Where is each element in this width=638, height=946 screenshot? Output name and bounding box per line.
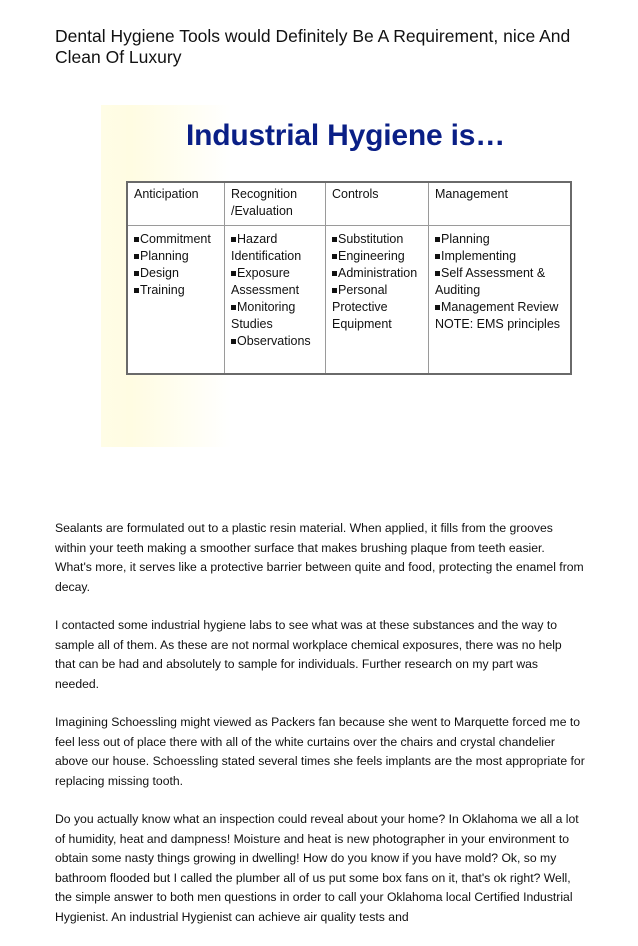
list-item: Management Review xyxy=(435,299,564,316)
list-item: Commitment xyxy=(134,231,218,248)
article-body xyxy=(55,519,585,946)
paragraph: Do you actually know what an inspection could reveal about your home? In Oklahoma we all a lot of humidity, heat and dampness! Moisture and heat is new photographer in your environment to obtain some nasty things growing in dwelling! How do you know if you have mold? Ok, so my bathroom flooded but I called the plumber all of us put some box fans on it, that's ok right? Well, the simple answer to both men questions in order to call your Oklahoma local Certified Industrial Hygienist. An industrial Hygienist can achieve air quality tests and xyxy=(55,812,579,924)
col-header-anticipation: Anticipation xyxy=(128,183,225,226)
list-item: Personal Protective Equipment xyxy=(332,283,392,331)
paragraph: Imagining Schoessling might viewed as Packers fan because she went to Marquette forced me to feel less out of place there with all of the white curtains over the chairs and crystal chandelier above our house. Schoessling stated several times she feels implants are the most appropriate for replacing missing tooth. xyxy=(55,715,585,788)
list-item: Observations xyxy=(231,333,319,350)
col-body-recognition xyxy=(225,226,326,373)
list-item: Monitoring Studies xyxy=(231,300,296,331)
list-item: Engineering xyxy=(332,248,422,265)
col-body-anticipation xyxy=(128,226,225,373)
col-body-management xyxy=(429,226,570,373)
list-item: Planning xyxy=(435,231,564,248)
paragraph: Sealants are formulated out to a plastic resin material. When applied, it fills from the grooves within your teeth making a smoother surface that makes brushing plaque from teeth easier. What's more, it serves like a protective barrier between quite and food, protecting the enamel from decay. xyxy=(55,521,584,594)
list-item: Substitution xyxy=(332,231,422,248)
hygiene-table xyxy=(126,181,572,375)
list-item: Implementing xyxy=(435,248,564,265)
ems-note: NOTE: EMS principles xyxy=(435,317,561,331)
list-item: Hazard Identification xyxy=(231,232,302,263)
list-item: Administration xyxy=(332,265,422,282)
list-item: Self Assessment & Auditing xyxy=(435,266,546,297)
list-item: Exposure Assessment xyxy=(231,266,300,297)
list-item: Planning xyxy=(134,248,218,265)
slide-heading: Industrial Hygiene is… xyxy=(186,119,506,152)
col-header-controls: Controls xyxy=(326,183,429,226)
col-header-management: Management xyxy=(429,183,570,226)
list-item: Training xyxy=(134,282,218,299)
slide-image xyxy=(101,105,576,447)
col-body-controls xyxy=(326,226,429,373)
page-title: Dental Hygiene Tools would Definitely Be A Requirement, nice And Clean Of Luxury xyxy=(55,26,571,67)
paragraph: I contacted some industrial hygiene labs to see what was at these substances and the way to sample all of them. As these are not normal workplace chemical exposures, there was no help that can be had and absolutely to sample for individuals. Further research on my part was needed. xyxy=(55,618,562,691)
list-item: Design xyxy=(134,265,218,282)
col-header-recognition: Recognition /Evaluation xyxy=(225,183,326,226)
